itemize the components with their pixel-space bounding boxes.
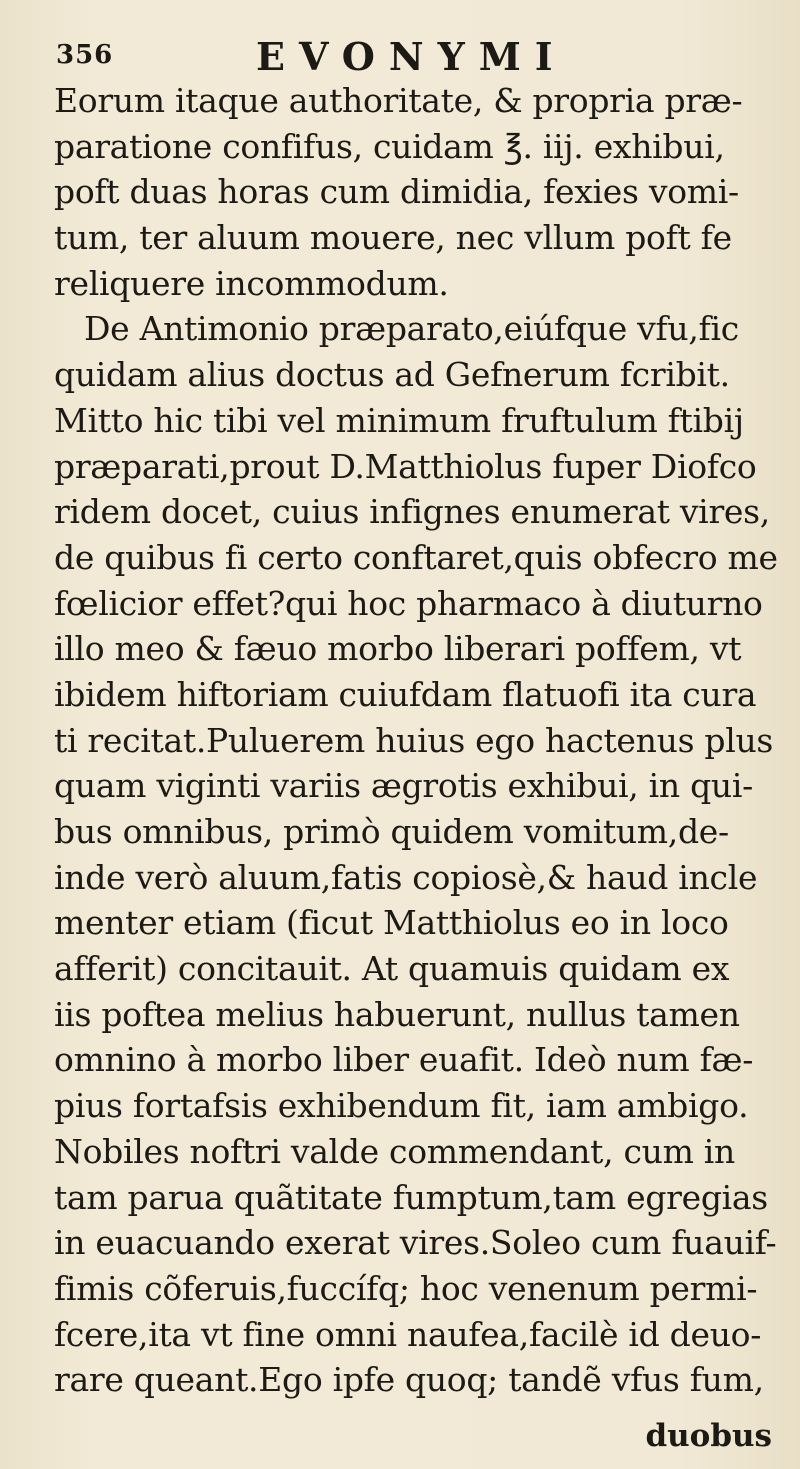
text-line: de quibus fi certo conftaret,quis obfecro me [54, 537, 778, 577]
text-line: præparati,prout D.Matthiolus fuper Diofco [54, 446, 757, 486]
text-line: iis poftea melius habuerunt, nullus tamen [54, 994, 740, 1034]
text-line: tum, ter aluum mouere, nec vllum poft fe [54, 218, 732, 258]
text-line: paratione confifus, cuidam ℥. iij. exhibui, [54, 126, 725, 166]
text-line: rare queant.Ego ipfe quoq; tandẽ vfus fum, [54, 1360, 764, 1400]
text-line: pius fortafsis exhibendum fit, iam ambigo. [54, 1086, 749, 1126]
text-line: reliquere incommodum. [54, 263, 449, 303]
text-line: Nobiles noftri valde commendant, cum in [54, 1131, 735, 1171]
text-line: Eorum itaque authoritate, & propria præ- [54, 81, 743, 120]
text-line: afferit) concitauit. At quamuis quidam ex [54, 949, 730, 989]
text-line: fcere,ita vt fine omni naufea,facilè id deuo- [54, 1314, 762, 1354]
body-text [54, 78, 794, 1403]
text-line: ibidem hiftoriam cuiufdam flatuofi ita cura [54, 674, 757, 714]
text-line: omnino à morbo liber euafit. Ideò num fæ- [54, 1040, 754, 1080]
page-number: 356 [56, 40, 114, 70]
text-line: De Antimonio præparato,eiúfque vfu,fic [84, 309, 739, 349]
text-line: poft duas horas cum dimidia, fexies vomi- [54, 172, 739, 212]
text-line: tam parua quãtitate fumptum,tam egregias [54, 1177, 768, 1217]
running-head [56, 28, 756, 78]
text-line: in euacuando exerat vires.Soleo cum fuauif- [54, 1223, 777, 1263]
text-line: bus omnibus, primò quidem vomitum,de- [54, 812, 729, 851]
text-line: inde verò aluum,fatis copiosè,& haud incle [54, 857, 758, 897]
text-line: illo meo & fæuo morbo liberari poffem, vt [54, 629, 742, 669]
text-line: quam viginti variis ægrotis exhibui, in qui- [54, 766, 753, 806]
text-line: menter etiam (ficut Matthiolus eo in loco [54, 903, 729, 943]
catchword: duobus [645, 1418, 772, 1454]
text-line: ti recitat.Puluerem huius ego hactenus plus [54, 720, 774, 760]
text-line: fœlicior effet?qui hoc pharmaco à diuturno [54, 583, 763, 623]
running-title: EVONYMI [256, 34, 567, 79]
text-line: ridem docet, cuius infignes enumerat vires, [54, 492, 770, 532]
text-line: fimis cõferuis,fuccífq; hoc venenum permi- [54, 1268, 758, 1308]
text-line: quidam alius doctus ad Gefnerum fcribit. [54, 355, 730, 395]
text-line: Mitto hic tibi vel minimum fruftulum ftibij [54, 400, 744, 440]
